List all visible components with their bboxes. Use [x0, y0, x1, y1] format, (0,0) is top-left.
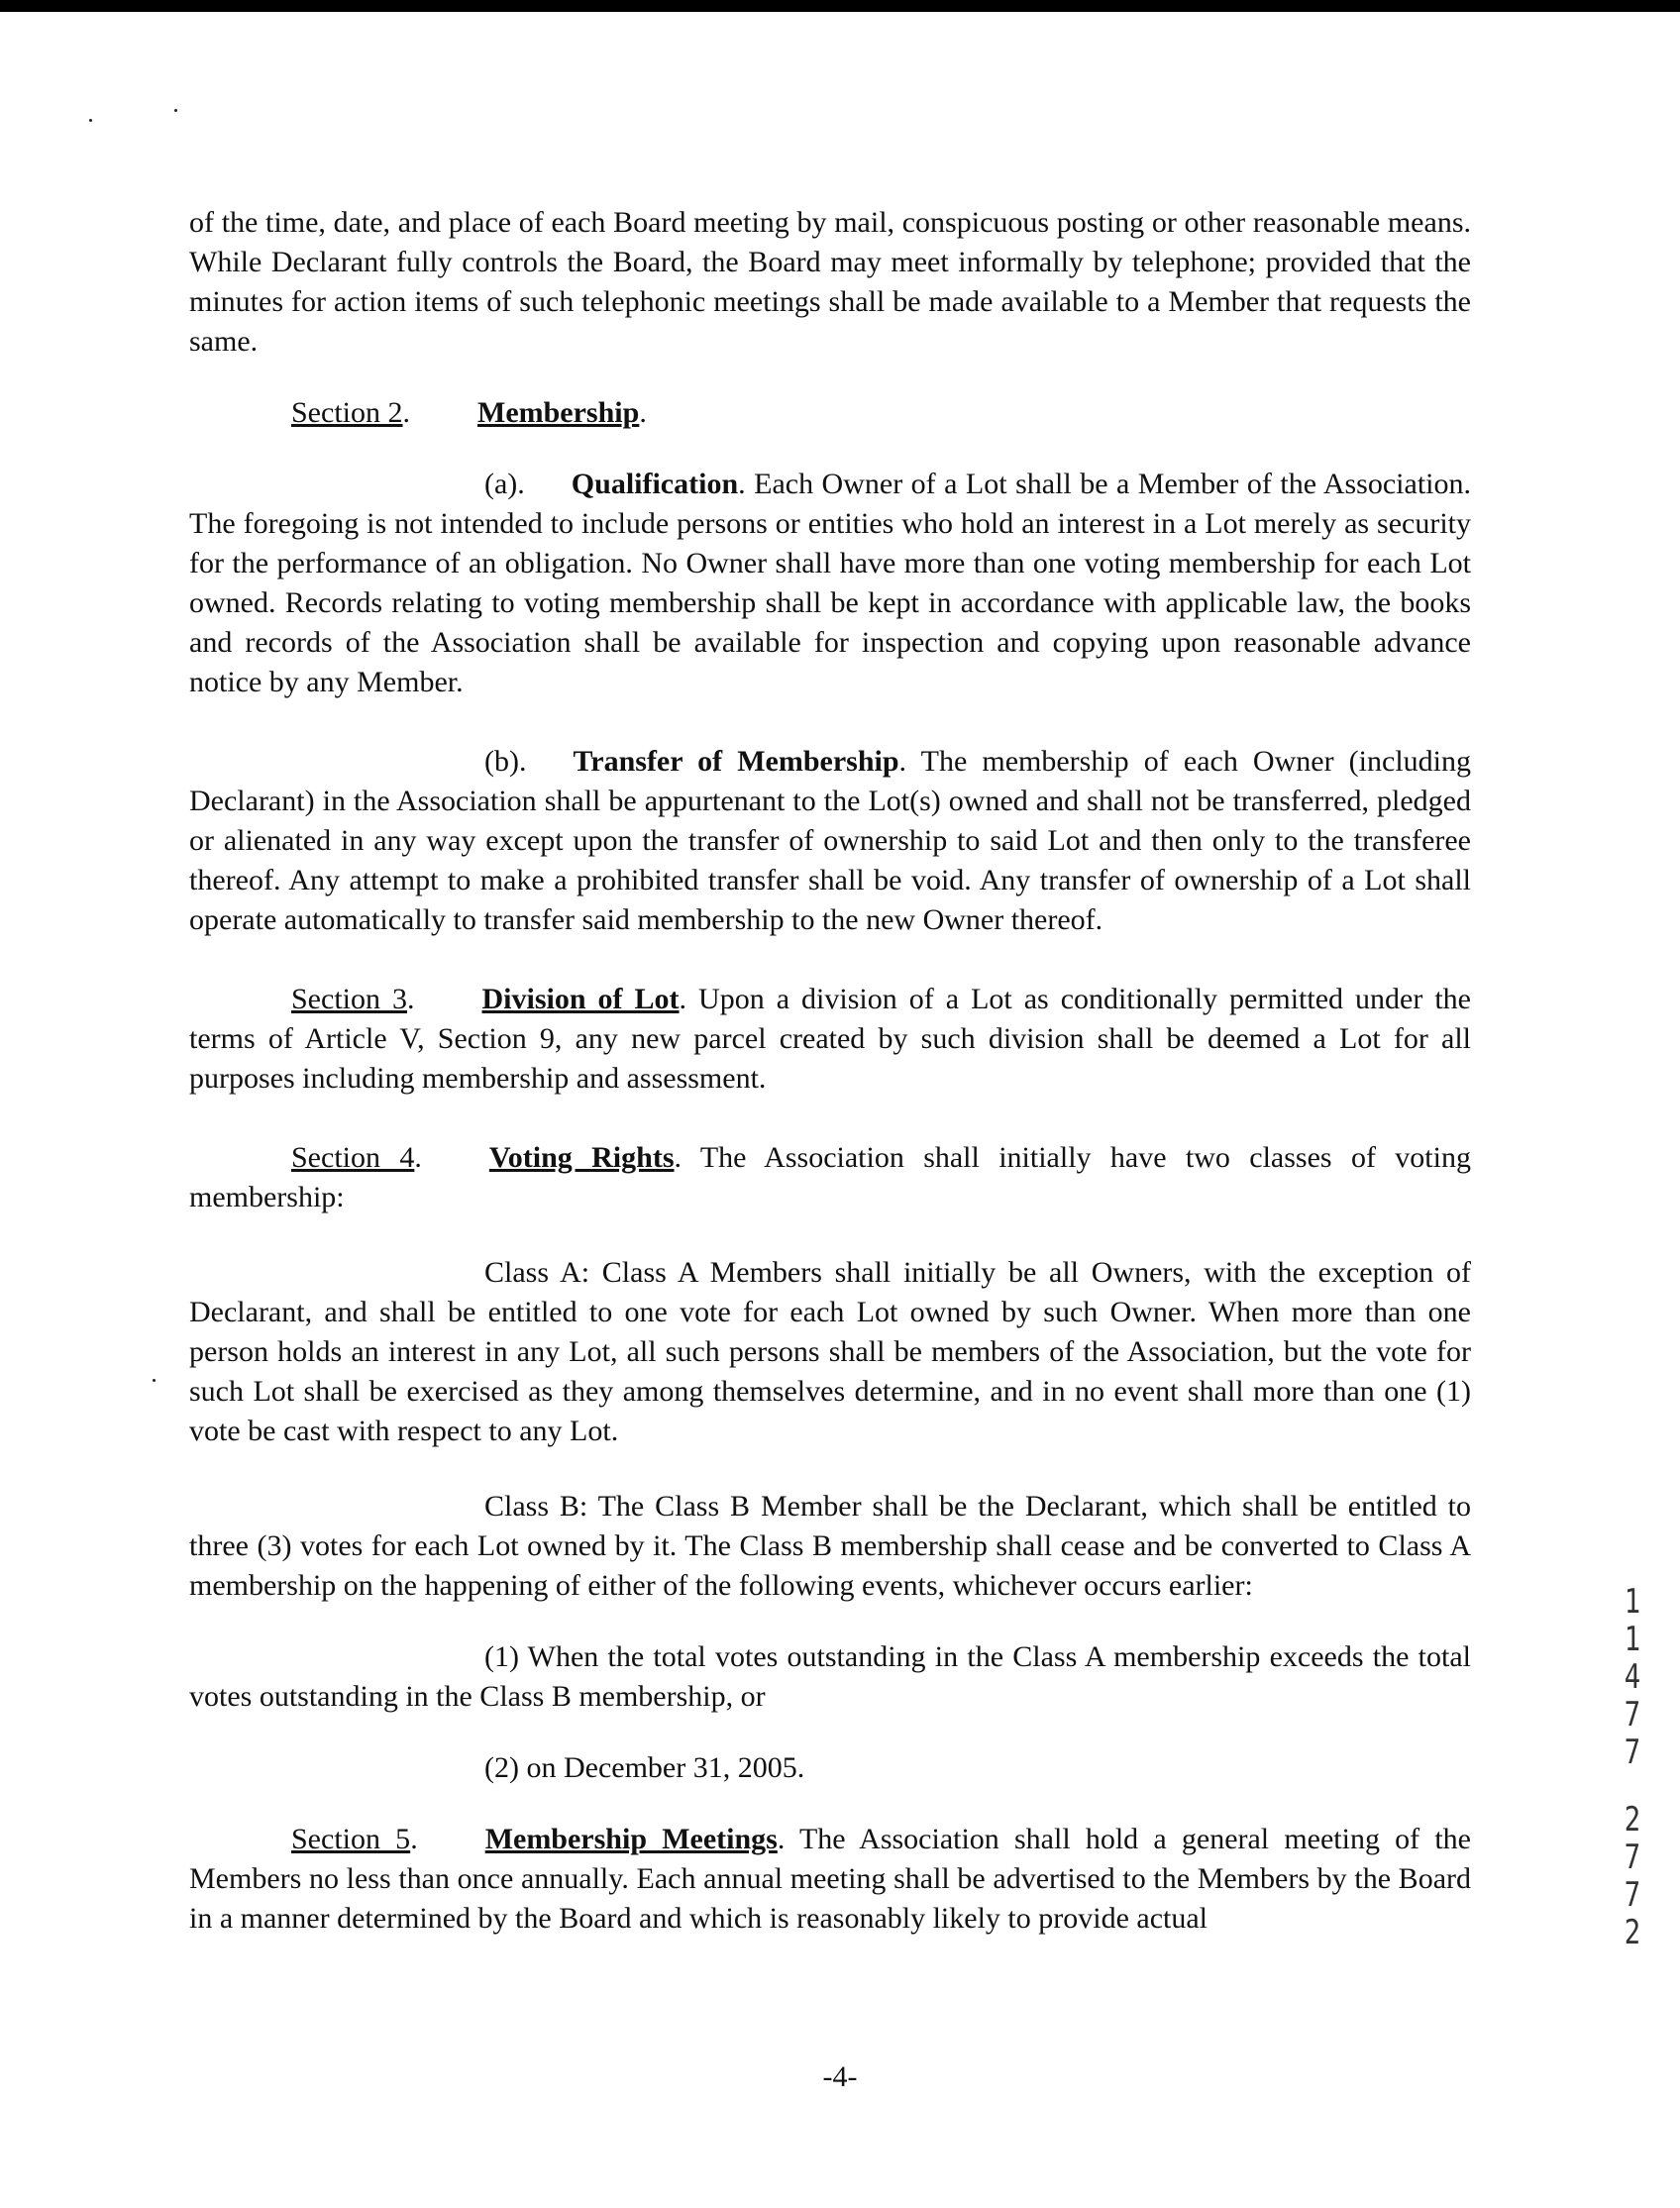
event-1-paragraph — [189, 1637, 1471, 1717]
section-4-paragraph: Section 4. Voting Rights. The Association shall initially have two classes of voting membership: — [189, 1141, 1471, 1213]
bates-digit: 7 — [1624, 1875, 1641, 1915]
event-2-paragraph — [189, 1748, 1471, 1788]
bates-digit: 1 — [1624, 1620, 1641, 1659]
section-2b-paragraph — [189, 742, 1471, 940]
section-2b-text: . The membership of each Owner (including Declarant) in the Association shall be appurtenant to the Lot(s) owned and shall not be transferred, pledged or alienated in any way except upon the transfer of ownership to said Lot and then only to the transferee thereof. Any attempt to make a prohibited transfer shall be void. Any transfer of ownership of a Lot shall operate automatically to transfer said membership to the new Owner thereof. — [189, 745, 1471, 936]
scan-top-border — [0, 0, 1680, 12]
section-2-heading: Section 2. Membership. — [291, 396, 647, 429]
class-a-paragraph — [189, 1253, 1471, 1451]
section-3-text: . Upon a division of a Lot as conditionally permitted under the terms of Article V, Section 9, any new parcel created by such division shall be deemed a Lot for all purposes including membership and assessment. — [189, 983, 1471, 1095]
section-2-title: Membership — [477, 396, 640, 429]
section-2-label: Section 2 — [291, 396, 403, 429]
section-5-title: Membership Meetings — [484, 1823, 778, 1855]
section-5-paragraph: Section 5. Membership Meetings. The Association shall hold a general meeting of the Members no less than once annually. Each annual meeting shall be advertised to the Members by the Board in a manner determined by the Board and which is reasonably likely to provide actual — [189, 1823, 1471, 1935]
section-2a-label: (a). — [484, 468, 525, 500]
section-2b-label: (b). — [484, 745, 527, 778]
section-2b-title: Transfer of Membership — [573, 745, 899, 778]
section-3-label: Section 3 — [291, 983, 407, 1015]
section-4-label: Section 4 — [291, 1141, 415, 1174]
section-4-text: . The Association shall initially have two classes of voting membership: — [189, 1141, 1471, 1213]
class-a-text: Class A: Class A Members shall initially be all Owners, with the exception of Declarant, and shall be entitled to one vote for each Lot owned by such Owner. When more than one person holds an interest in any Lot, all such persons shall be members of the Association, but the vote for such Lot shall be exercised as they among themselves determine, and in no event shall more than one (1) vote be cast with respect to any Lot. — [189, 1256, 1471, 1447]
section-5-label: Section 5 — [291, 1823, 411, 1855]
scan-speck — [153, 1379, 156, 1382]
scan-speck — [89, 119, 92, 122]
section-2a-text: . Each Owner of a Lot shall be a Member of the Association. The foregoing is not intended to include persons or entities who hold an interest in a Lot merely as security for the performance of an obligation. No Owner shall have more than one voting membership for each Lot owned. Records relating to voting membership shall be kept in accordance with applicable law, the books and records of the Association shall be available for inspection and copying upon reasonable advance notice by any Member. — [189, 468, 1471, 698]
section-5-text: . The Association shall hold a general meeting of the Members no less than once annually. Each annual meeting shall be advertised to the Members by the Board in a manner determined by the Board and which is reasonably likely to provide actual — [189, 1823, 1471, 1935]
bates-digit: 7 — [1624, 1838, 1641, 1877]
bates-digit: 1 — [1624, 1582, 1641, 1622]
bates-digit: 7 — [1624, 1733, 1641, 1772]
section-2a-paragraph — [189, 465, 1471, 702]
section-2a-title: Qualification — [571, 468, 739, 500]
section-3-paragraph: Section 3. Division of Lot. Upon a division of a Lot as conditionally permitted under the terms of Article V, Section 9, any new parcel created by such division shall be deemed a Lot for all purposes including membership and assessment. — [189, 983, 1471, 1095]
section-3-title: Division of Lot — [481, 983, 680, 1015]
bates-stamp — [1613, 1583, 1652, 1951]
bates-digit: 2 — [1624, 1800, 1641, 1840]
bates-digit: 2 — [1624, 1913, 1641, 1952]
document-body — [189, 203, 1471, 1939]
event-2-text: (2) on December 31, 2005. — [484, 1751, 805, 1784]
page-number: -4- — [822, 2060, 858, 2093]
section-4-title: Voting Rights — [488, 1141, 675, 1174]
intro-paragraph: of the time, date, and place of each Board meeting by mail, conspicuous posting or other reasonable means. While Declarant fully controls the Board, the Board may meet informally by telephone; provided that the minutes for action items of such telephonic meetings shall be made available to a Member that requests the same. — [189, 206, 1471, 358]
event-1-text: (1) When the total votes outstanding in the Class A membership exceeds the total votes outstanding in the Class B membership, or — [189, 1640, 1471, 1713]
bates-digit: 7 — [1624, 1695, 1641, 1735]
class-b-text: Class B: The Class B Member shall be the Declarant, which shall be entitled to three (3) votes for each Lot owned by it. The Class B membership shall cease and be converted to Class A membership on the happening of either of the following events, whichever occurs earlier: — [189, 1490, 1471, 1602]
class-b-paragraph — [189, 1487, 1471, 1606]
scan-speck — [174, 109, 177, 112]
bates-digit: 4 — [1624, 1657, 1641, 1697]
